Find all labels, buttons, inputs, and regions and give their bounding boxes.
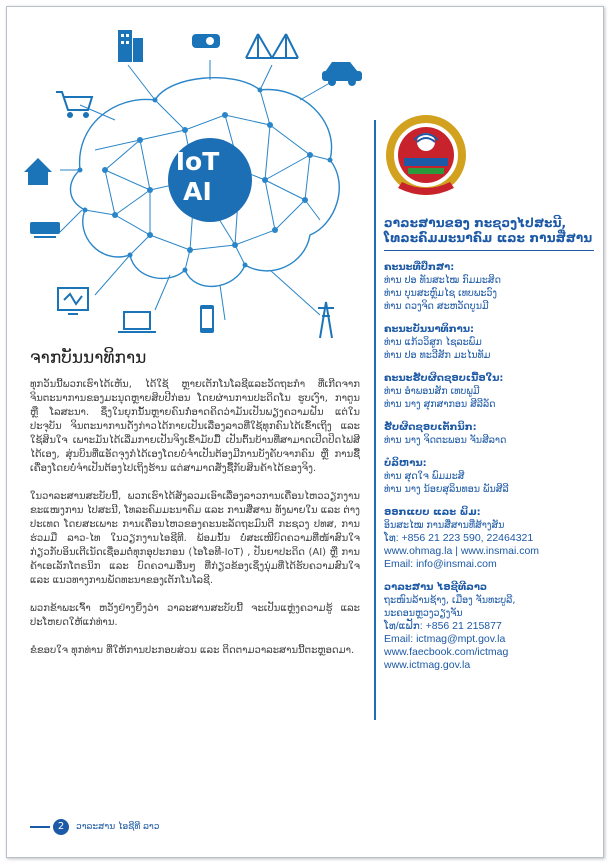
phone-number: ໂທ/ແຟັກ: +856 21 215877 — [384, 620, 502, 632]
section-heading: ວາລະສານ ໄອຊີທີລາວ — [384, 582, 488, 593]
org-title-line: ໂທລະຄົມມະນາຄົມ ແລະ ການສື່ສານ — [384, 231, 593, 245]
page-number-badge: 2 — [53, 819, 69, 835]
org-title-line: ວາລະສານຂອງ ກະຊວງໄປສະນີ, — [384, 216, 567, 230]
editorial-paragraph: ໃນວາລະສານສະບັບນີ້, ພວກເຮົາໄດ້ສັງລວມເອົາເລື່ອງລາວການເຄື່ອນໄຫວວຽກງານຂະແໜງການ ໄປສະນີ, ໂທລະຄົມມະນາຄົມ ແລະ ການສື່ສານ ທັງພາຍໃນ ແລະ ຕ່າງປະເທດ ໂດຍສະເພາະ ການເຄື່ອນໄຫວຂອງຄະນະລັດຖະມົນຕີ ກະຊວງ ປທສ, ການຮ່ວມມື ລາວ-ໄທ ໃນວຽກງານໄອຊີທີ. ພ້ອມນັ້ນ ບໍ່ສະເໜີບົດຄວາມທີ່ໜ້າສົນໃຈກ່ຽວກັບອິນເຕີເນັດເຊື່ອມຕໍ່ທຸກອຸປະກອນ (ໄອໂອທີ-IoT) , ປັນຍາປະດິດ (AI) ຫຼື ການຄ້າເອເລັກໂຕຣນິກ ແລະ ບົດຄວາມອື່ນໆ ທີ່ກ່ຽວຂ້ອງເຊິ່ງນຸ່ມທີ່ໄດ້ຮັບຄວາມສົນໃຈ ແລະ ແນວທາງການພັດທະນາຂອງເຕັກໂນໂລຊີ. — [30, 491, 360, 586]
section-content-team — [384, 372, 599, 411]
section-heading: ຄະນະບັນນາທິການ: — [384, 324, 475, 335]
website-link[interactable]: www.ictmag.gov.la — [384, 659, 471, 671]
facebook-link[interactable]: www.faecbook.com/ictmag — [384, 646, 509, 658]
email-link[interactable]: Email: ictmag@mpt.gov.la — [384, 633, 506, 645]
section-line: ທ່ານ ນາງ ນ້ອຍສຸລິນທອນ ພັນສີລີ — [384, 484, 509, 495]
editorial-paragraph: ຂໍຂອບໃຈ ທຸກທ່ານ ທີ່ໃຫ້ການປະກອບສ່ວນ ແລະ ຕິດຕາມວາລະສານນີ້ຕະຫຼອດມາ. — [30, 645, 355, 656]
section-contact — [384, 581, 599, 672]
power-tower-icon — [318, 302, 334, 338]
section-line: ທ່ານ ນາງ ສຸກສາກອນ ສີລີລັດ — [384, 399, 496, 410]
section-heading: ຮັບຜິດຊອບເຕັກນິກ: — [384, 422, 477, 433]
section-line: ທ່ານ ດວງຈິດ ສະຫວັດບູນມີ — [384, 301, 489, 312]
monitor-icon — [58, 288, 88, 314]
org-title — [384, 216, 599, 246]
editorial-body — [30, 378, 360, 672]
section-editors — [384, 323, 599, 362]
section-line: ທ່ານ ສຸດໃຈ ພົມມະສີ — [384, 471, 465, 482]
section-line: ທ່ານ ນາງ ຈິດຕະພອນ ຈັນສີລາດ — [384, 435, 507, 446]
phone-number: ໂທ: +856 21 223 590, 22464321 — [384, 532, 534, 544]
editorial-paragraph: ທຸກວັນນີ້ພວກເຮົາໄດ້ເຫັນ, ໄດ້ໃຊ້ ຫຼາຍເຕັກໂນໂລຊີແລະວັດຖະກຳ ທີ່ເກີດຈາກຈິນຕະນາການຂອງມະນຸດຫຼາຍສິບປີກ່ອນ ໂດຍຜ່ານການປະດິດໂນ ຮູບເງົາ, ກາຕູນ ຫຼື ໂລສະນາ. ຊຶ່ງໃນຍຸກນັ້ນຫຼາຍຄົນກໍ່ອາດຄິດວ່າມັນເປັນພຽງຄວາມຝັນ ແຕ່ໃນປະຈຸບັນ ຈິນຕະນາການດັ່ງກ່າວໄດ້ກາຍເປັນເລື່ອງລາວທີ່ໃຊ້ທຸກຄົນໄດ້ເຂົ້າເຖິງ ແລະ ໃຊ້ສິນໃຈ ເພາະມັນໄດ້ເລີ່ມກາຍເປັນຈິງເຂົ້າມັບມື້ ເປັນຕົ້ນບ້ານທີ່ສາມາດເປີດປິດໄຟສີໄດ້ເອງ, ສຸ່ນບິນທີ່ແອັດຈຸງກໍໄດ້ເອງໂດຍບໍ່ຈຳເປັນຕ້ອງມີການບັງຄັບຈາກຄົນ ຫຼື ການຊື້ເຄື່ອງໂດຍບໍ່ຈຳເປັນຕ້ອງໄປເຖິງຮ້ານ ແຕ່ສາມາດສັ່ງຊື້ກັບສິນຄ້າໄດ້ຂອງຈິງ. — [30, 379, 360, 474]
ministry-emblem-logo — [386, 110, 466, 200]
badge-line-iot: IoT — [175, 147, 220, 176]
laptop-icon — [118, 312, 156, 332]
column-divider — [374, 120, 376, 720]
cctv-camera-icon — [192, 34, 220, 48]
section-line: ອິນສະໄໝ ການສື່ສານທີ່ສ້າງສັນ — [384, 520, 505, 531]
bridge-icon — [246, 34, 298, 58]
section-administration — [384, 457, 599, 496]
page-footer — [30, 818, 159, 836]
section-line: ຖະໜົນລ້ານຊ້າງ, ເມືອງ ຈັນທະບູລີ, — [384, 595, 516, 606]
shopping-cart-icon — [56, 92, 92, 117]
footer-rule — [30, 826, 50, 828]
section-line: ທ່ານ ປອ ທັນສະໄໝ ກົມມະສິດ — [384, 275, 501, 286]
section-design-print — [384, 506, 599, 571]
building-icon — [118, 30, 143, 62]
section-line: ທ່ານ ປອ ທະວີສັກ ມະໄນທັມ — [384, 350, 491, 361]
masthead-sidebar — [384, 110, 599, 672]
section-heading: ບໍລິຫານ: — [384, 458, 427, 469]
car-icon — [322, 62, 362, 86]
email-link[interactable]: Email: info@insmai.com — [384, 558, 497, 570]
badge-line-ai: AI — [183, 177, 212, 206]
air-conditioner-icon — [30, 222, 60, 238]
editorial-title: ຈາກບັນນາທິການ — [30, 348, 147, 368]
editorial-paragraph: ພວກຂ້າພະເຈົ້າ ຫວັງຢ່າງຍິ່ງວ່າ ວາລະສານສະບັບນີ້ ຈະເປັນແຫຼ່ງຄວາມຮູ້ ແລະ ປະໂຫຍດໃຫ້ແກ່ທ່ານ. — [30, 603, 360, 628]
section-line: ທ່ານ ອຳພອນສັກ ເທບພູມີ — [384, 386, 480, 397]
section-heading: ອອກແບບ ແລະ ພິມ: — [384, 507, 481, 518]
footer-magazine-name: ວາລະສານ ໄອຊີທີ ລາວ — [76, 822, 160, 832]
section-advisors — [384, 261, 599, 313]
org-title-rule — [384, 250, 594, 251]
section-line: ນະຄອນຫຼວງວຽງຈັນ — [384, 608, 463, 619]
website-link[interactable]: www.ohmag.la | www.insmai.com — [384, 545, 540, 557]
iot-ai-brain-illustration — [20, 20, 375, 340]
section-line: ທ່ານ ແກ້ວວິສູກ ໄຊລະພົມ — [384, 337, 482, 348]
section-technical — [384, 421, 599, 447]
smartphone-icon — [200, 305, 214, 333]
section-heading: ຄະນະທີ່ປຶກສາ: — [384, 262, 455, 273]
section-line: ທ່ານ ບຸນສະຫຼົມໄຊ ເທບພະວົງ — [384, 288, 497, 299]
section-heading: ຄະນະຮັບຜິດຊອບເນື້ອໃນ: — [384, 373, 504, 384]
